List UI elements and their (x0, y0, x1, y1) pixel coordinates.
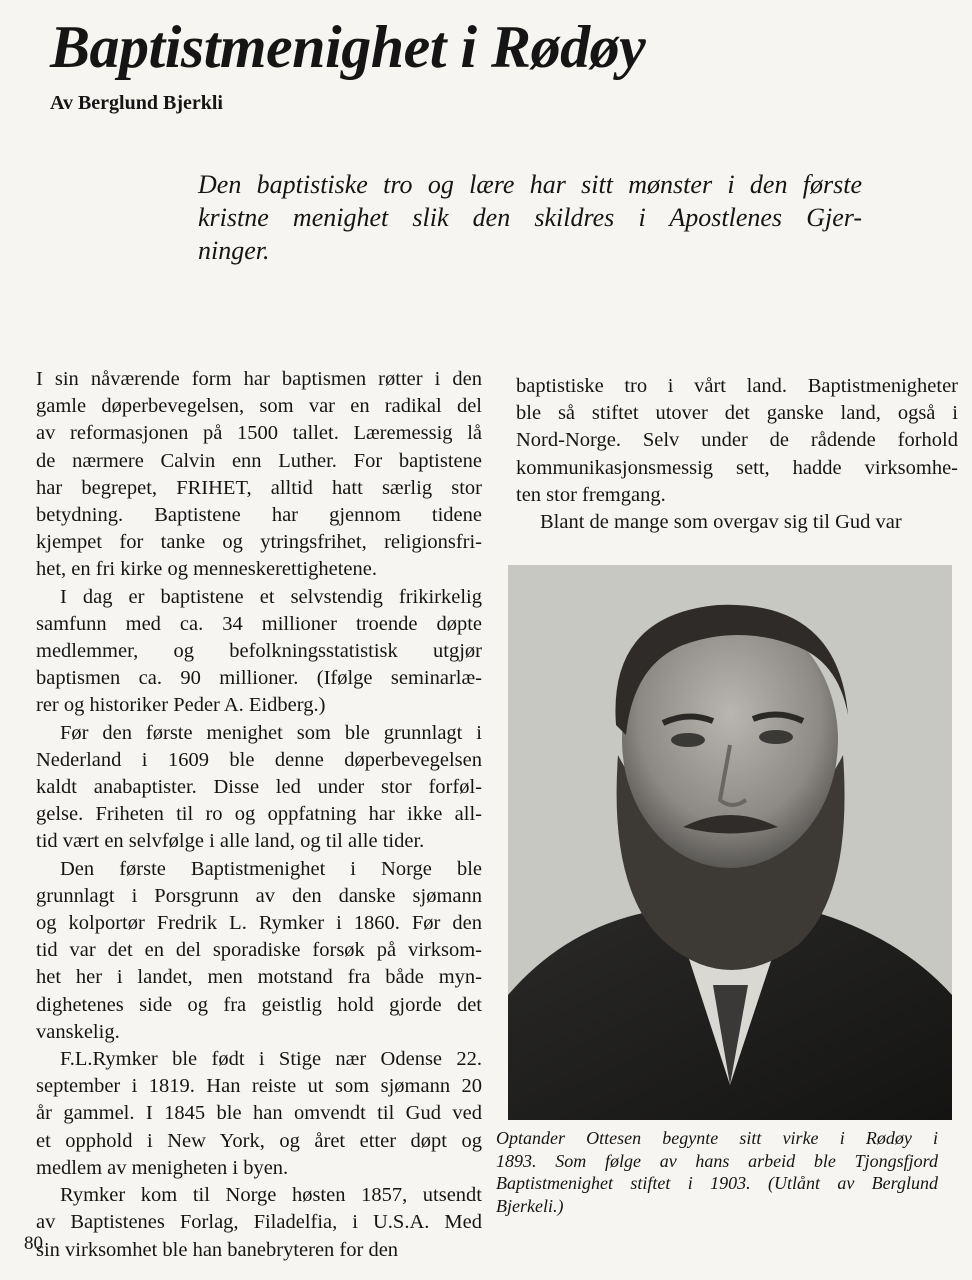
text-line: baptismen ca. 90 millioner. (Ifølge seminarlæ- (36, 667, 482, 690)
text-line: medlem av menigheten i byen. (36, 1156, 289, 1179)
text-line: gamle døperbevegelsen, som var en radikal del (36, 395, 482, 418)
lead-paragraph (198, 168, 862, 267)
portrait-illustration (508, 565, 952, 1120)
text-line: av reformasjonen på 1500 tallet. Læremessig lå (36, 422, 482, 445)
text-line: ten stor fremgang. (516, 483, 666, 506)
text-line: I sin nåværende form har baptismen røtter i den (36, 368, 482, 390)
text-line: av Baptistenes Forlag, Filadelfia, i U.S.A. Med (36, 1211, 482, 1234)
text-line: sin virksomhet ble han banebryteren for den (36, 1238, 399, 1261)
text-line: I dag er baptistene et selvstendig frikirkelig (60, 585, 482, 608)
text-line: vanskelig. (36, 1020, 120, 1043)
left-text-column (36, 366, 482, 1264)
body-paragraph (36, 366, 482, 584)
text-line: Før den første menighet som ble grunnlagt i (60, 721, 482, 744)
text-line: har begrepet, FRIHET, alltid hatt særlig stor (36, 476, 482, 499)
text-line: rer og historiker Peder A. Eidberg.) (36, 694, 326, 717)
text-line: dighetenes side og fra geistlig hold gjorde det (36, 993, 482, 1016)
right-text-column (516, 373, 958, 536)
caption-line: 1893. Som følge av hans arbeid ble Tjongsfjord (496, 1150, 938, 1171)
text-line: ble så stiftet utover det ganske land, også i (516, 402, 958, 425)
body-paragraph (36, 1182, 482, 1264)
text-line: betydning. Baptistene har gjennom tidene (36, 504, 482, 527)
body-paragraph (516, 373, 958, 509)
text-line: Blant de mange som overgav sig til Gud var (540, 511, 902, 534)
text-line: de nærmere Calvin enn Luther. For baptistene (36, 449, 482, 472)
text-line: tid var det en del sporadiske forsøk på virksom- (36, 939, 482, 962)
text-line: og kolportør Fredrik L. Rymker i 1860. Før den (36, 912, 482, 935)
caption-line: Bjerkeli.) (496, 1195, 564, 1216)
body-paragraph (36, 584, 482, 720)
lead-line: ninger. (198, 236, 270, 265)
text-line: Nederland i 1609 ble denne døperbevegelsen (36, 748, 482, 771)
body-paragraph (36, 856, 482, 1046)
portrait-photo (508, 565, 952, 1120)
text-line: baptistiske tro i vårt land. Baptistmenigheter (516, 375, 958, 397)
text-line: september i 1819. Han reiste ut som sjømann 20 (36, 1075, 482, 1098)
lead-line: Den baptistiske tro og lære har sitt mønster i den første (198, 170, 862, 199)
body-paragraph (36, 1046, 482, 1182)
text-line: Den første Baptistmenighet i Norge ble (60, 857, 482, 880)
text-line: kommunikasjonsmessig sett, hadde virksomhe- (516, 456, 958, 479)
text-line: Rymker kom til Norge høsten 1857, utsendt (60, 1184, 482, 1207)
caption-line: Optander Ottesen begynte sitt virke i Rødøy i (496, 1128, 938, 1148)
body-paragraph (36, 720, 482, 856)
text-line: kaldt anabaptister. Disse led under stor forføl- (36, 776, 482, 799)
photo-caption (496, 1127, 938, 1217)
text-line: tid vært en selvfølge i alle land, og til alle tider. (36, 830, 425, 853)
page-number: 80 (24, 1233, 43, 1254)
text-line: samfunn med ca. 34 millioner troende døpte (36, 612, 482, 635)
article-title: Baptistmenighet i Rødøy (50, 14, 646, 80)
caption-line: Baptistmenighet stiftet i 1903. (Utlånt av Berglund (496, 1173, 938, 1193)
article-byline: Av Berglund Bjerkli (50, 92, 223, 114)
text-line: het her i landet, men motstand fra både myn- (36, 966, 482, 989)
text-line: kjempet for tanke og ytringsfrihet, religionsfri- (36, 531, 482, 554)
text-line: gelse. Friheten til ro og oppfatning har ikke all- (36, 803, 482, 826)
text-line: F.L.Rymker ble født i Stige nær Odense 22. (60, 1048, 482, 1071)
text-line: Nord-Norge. Selv under de rådende forhold (516, 429, 958, 452)
text-line: et opphold i New York, og året etter døpt og (36, 1129, 482, 1152)
text-line: år gammel. I 1845 ble han omvendt til Gud ved (36, 1102, 482, 1125)
lead-line: kristne menighet slik den skildres i Apostlenes Gjer- (198, 203, 862, 232)
text-line: het, en fri kirke og menneskerettighetene. (36, 558, 377, 581)
text-line: grunnlagt i Porsgrunn av den danske sjømann (36, 884, 482, 907)
text-line: medlemmer, og befolkningsstatistisk utgjør (36, 640, 482, 663)
body-paragraph (516, 509, 958, 536)
